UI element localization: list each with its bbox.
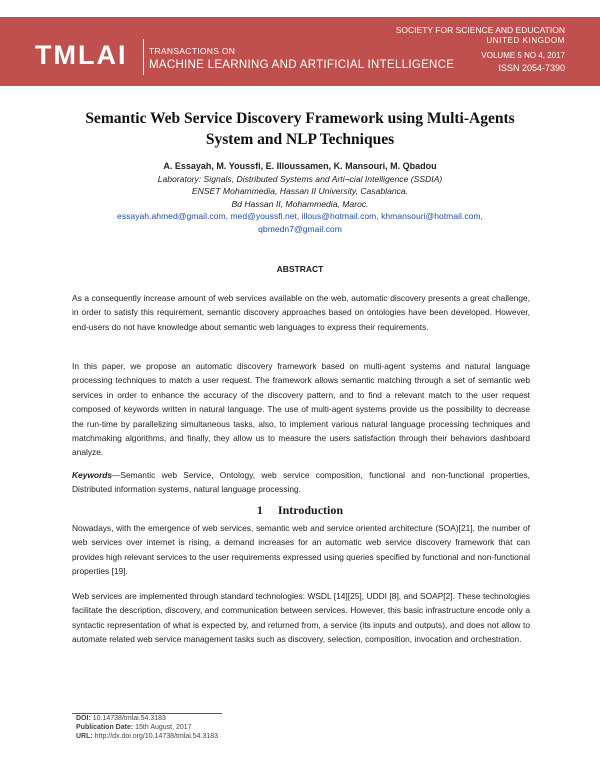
url-line: [76, 732, 218, 741]
abstract-paragraph-1: As a consequently increase amount of web services available on the web, automatic discovery presents a great challenge, in order to satisfy this requirement, semantic discovery approaches based on ontologies have been developed. However, end-users do not have knowledge about semantic web languages to express their requirements.: [72, 293, 530, 332]
affiliation-line: Bd Hassan II, Mohammedia, Maroc.: [231, 198, 369, 209]
footer-metadata: [76, 714, 218, 742]
section-number: 1: [256, 503, 263, 517]
journal-name: MACHINE LEARNING AND ARTIFICIAL INTELLIGENCE: [149, 59, 455, 71]
abstract-heading: ABSTRACT: [276, 264, 324, 274]
title-line-1: Semantic Web Service Discovery Framework using Multi-Agents: [85, 110, 515, 127]
affiliation-line: Laboratory: Signals, Distributed Systems and Arti¬cial Intelligence (SSDIA): [157, 173, 443, 184]
abstract-paragraph-2: In this paper, we propose an automatic discovery framework based on multi-agent systems and natural language processing techniques to match a user request. The framework allows semantic matching through a set of semantic web services in order to enhance the accuracy of the discovery pattern, and to find a relevant match to the user request composed of keywords written in natural language. The use of multi-agent systems provide us the possibility to decrease the run-time by parallelizing simultaneous tasks, also, to implement various natural language processing techniques and matchmaking algorithms, and finally, they allow us to measure the users satisfaction through their behaviors dashboard analyze.: [72, 361, 530, 458]
affiliation-line: ENSET Mohammedia, Hassan II University, Casablanca.: [191, 186, 409, 197]
society-name: SOCIETY FOR SCIENCE AND EDUCATION: [395, 25, 565, 35]
journal-name-prefix: TRANSACTIONS ON: [149, 46, 236, 56]
section-heading: [0, 503, 600, 518]
paper-title: [60, 108, 540, 150]
doi-value[interactable]: 10.14738/tmlai.54.3183: [92, 715, 166, 722]
pubdate-label: Publication Date:: [76, 724, 134, 732]
section-title: Introduction: [277, 503, 344, 517]
issn: ISSN 2054-7390: [498, 63, 565, 73]
keywords-label: Keywords: [72, 470, 113, 480]
url-value[interactable]: http://dx.doi.org/10.14738/tmlai.54.3183: [94, 733, 219, 741]
doi-line: [76, 714, 218, 723]
author-emails-cont[interactable]: qbmedn7@gmail.com: [258, 223, 342, 234]
url-label: URL:: [76, 733, 93, 741]
journal-banner: [0, 17, 600, 86]
author-emails[interactable]: essayah.ahmed@gmail.com, med@youssfi.net, illous@hotmail.com, khmansouri@hotmail.com,: [117, 211, 483, 222]
pubdate-value: 15th August, 2017: [135, 724, 192, 732]
title-line-2: System and NLP Techniques: [205, 131, 395, 148]
logo-divider: [143, 39, 144, 75]
intro-paragraph-1: Nowadays, with the emergence of web services, semantic web and service oriented architecture (SOA)[21], the number of web services over internet is rising, a demand increases for an automatic web service discovery framework that can provides high relevant services to the user requirements expressed using queries specified by functional and non-functional properties [19].: [72, 523, 530, 577]
pubdate-line: [76, 723, 218, 732]
intro-paragraph-2: Web services are implemented through standard technologies: WSDL [14][25], UDDI [8], and SOAP[2]. These technologies facilitate the description, discovery, and communication between services. However, this basic infrastructure encode only a syntactic representation of what is expected by, and returned from, a service (its inputs and outputs), and does not allow to automate related web service management tasks such as discovery, selection, composition, invocation and orchestration.: [72, 591, 530, 645]
society-country: UNITED KINGDOM: [486, 36, 565, 45]
author-list: A. Essayah, M. Youssfi, E. Illoussamen, K. Mansouri, M. Qbadou: [163, 161, 437, 171]
volume-info: VOLUME 5 NO 4, 2017: [481, 51, 565, 60]
journal-logo: TMLAI: [35, 40, 128, 70]
author-block: [60, 160, 540, 236]
keywords-paragraph: [72, 468, 530, 497]
keywords-text: —Semantic web Service, Ontology, web service composition, functional and non-functional properties, Distributed information systems, natural language processing.: [72, 470, 530, 495]
doi-label: DOI:: [76, 715, 91, 722]
